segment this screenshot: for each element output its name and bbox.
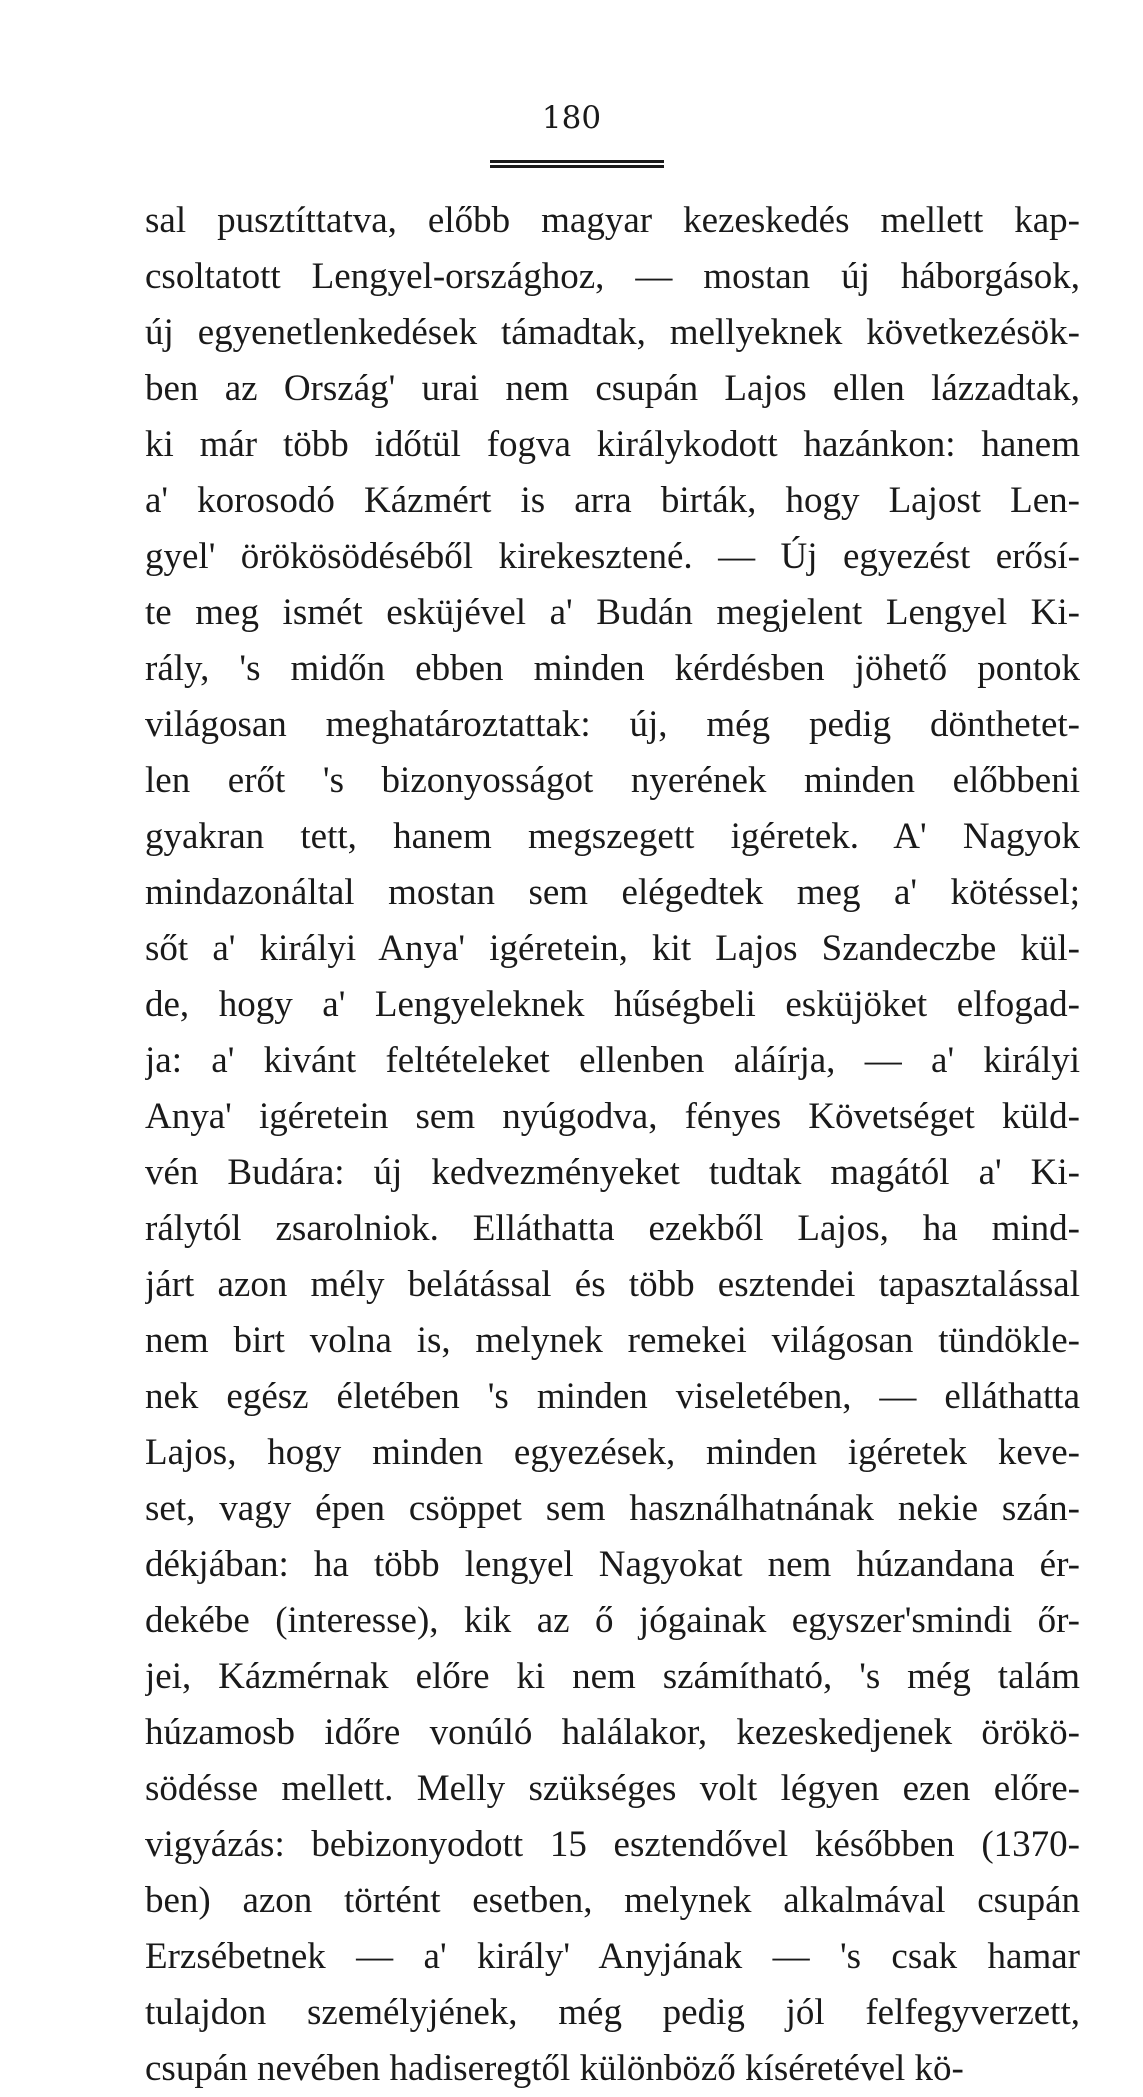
text-line: világosan meghatároztattak: új, még pedig dönthetet- <box>145 704 1080 745</box>
text-line: dekébe (interesse), kik az ő jógainak egyszer'smindi őr- <box>145 1600 1080 1641</box>
text-line: jei, Kázmérnak előre ki nem számítható, 's még talám <box>145 1656 1080 1697</box>
text-line: set, vagy épen csöppet sem használhatnának nekie szán- <box>145 1488 1080 1529</box>
text-line: dékjában: ha több lengyel Nagyokat nem húzandana ér- <box>145 1544 1080 1585</box>
text-line: ja: a' kivánt feltételeket ellenben aláírja, — a' királyi <box>145 1040 1080 1081</box>
text-line: tulajdon személyjének, még pedig jól felfegyverzett, <box>145 1992 1080 2033</box>
text-line: járt azon mély belátással és több esztendei tapasztalással <box>145 1264 1080 1305</box>
text-line: sőt a' királyi Anya' igéretein, kit Lajos Szandeczbe kül- <box>145 928 1080 969</box>
text-line: új egyenetlenkedések támadtak, mellyeknek következésök- <box>145 312 1080 353</box>
text-line: vigyázás: bebizonyodott 15 esztendővel későbben (1370- <box>145 1824 1080 1865</box>
header-rule <box>490 160 664 168</box>
body-text <box>145 193 1080 2097</box>
text-line: nek egész életében 's minden viseletében, — elláthatta <box>145 1376 1080 1417</box>
text-line: te meg ismét esküjével a' Budán megjelent Lengyel Ki- <box>145 592 1080 633</box>
page-number: 180 <box>541 100 602 136</box>
text-line: csoltatott Lengyel-országhoz, — mostan új háborgások, <box>145 256 1080 297</box>
text-line: de, hogy a' Lengyeleknek hűségbeli esküjöket elfogad- <box>145 984 1080 1025</box>
text-line: len erőt 's bizonyosságot nyerének minden előbbeni <box>145 760 1080 801</box>
text-line: ben az Ország' urai nem csupán Lajos ellen lázzadtak, <box>145 368 1080 409</box>
text-line: gyel' örökösödéséből kirekesztené. — Új egyezést erősí- <box>145 536 1080 577</box>
text-line: mindazonáltal mostan sem elégedtek meg a' kötéssel; <box>145 872 1080 913</box>
text-line: gyakran tett, hanem megszegett igéretek. A' Nagyok <box>145 816 1080 857</box>
text-line: a' korosodó Kázmért is arra birták, hogy Lajost Len- <box>145 480 1080 521</box>
text-line: ki már több időtül fogva királykodott hazánkon: hanem <box>145 424 1080 465</box>
text-line: sal pusztíttatva, előbb magyar kezeskedés mellett kap- <box>145 200 1080 241</box>
text-line: nem birt volna is, melynek remekei világosan tündökle- <box>145 1320 1080 1361</box>
text-line: rály, 's midőn ebben minden kérdésben jöhető pontok <box>145 648 1080 689</box>
text-line: rálytól zsarolniok. Elláthatta ezekből Lajos, ha mind- <box>145 1208 1080 1249</box>
text-line: Anya' igéretein sem nyúgodva, fényes Követséget küld- <box>145 1096 1080 1137</box>
text-line: csupán nevében hadiseregtől különböző kíséretével kö- <box>145 2048 964 2089</box>
text-line: Lajos, hogy minden egyezések, minden igéretek keve- <box>145 1432 1080 1473</box>
text-line: ben) azon történt esetben, melynek alkalmával csupán <box>145 1880 1080 1921</box>
text-line: södésse mellett. Melly szükséges volt légyen ezen előre- <box>145 1768 1080 1809</box>
text-line: húzamosb időre vonúló halálakor, kezeskedjenek örökö- <box>145 1712 1080 1753</box>
text-line: Erzsébetnek — a' király' Anyjának — 's csak hamar <box>145 1936 1080 1977</box>
text-line: vén Budára: új kedvezményeket tudtak magától a' Ki- <box>145 1152 1080 1193</box>
